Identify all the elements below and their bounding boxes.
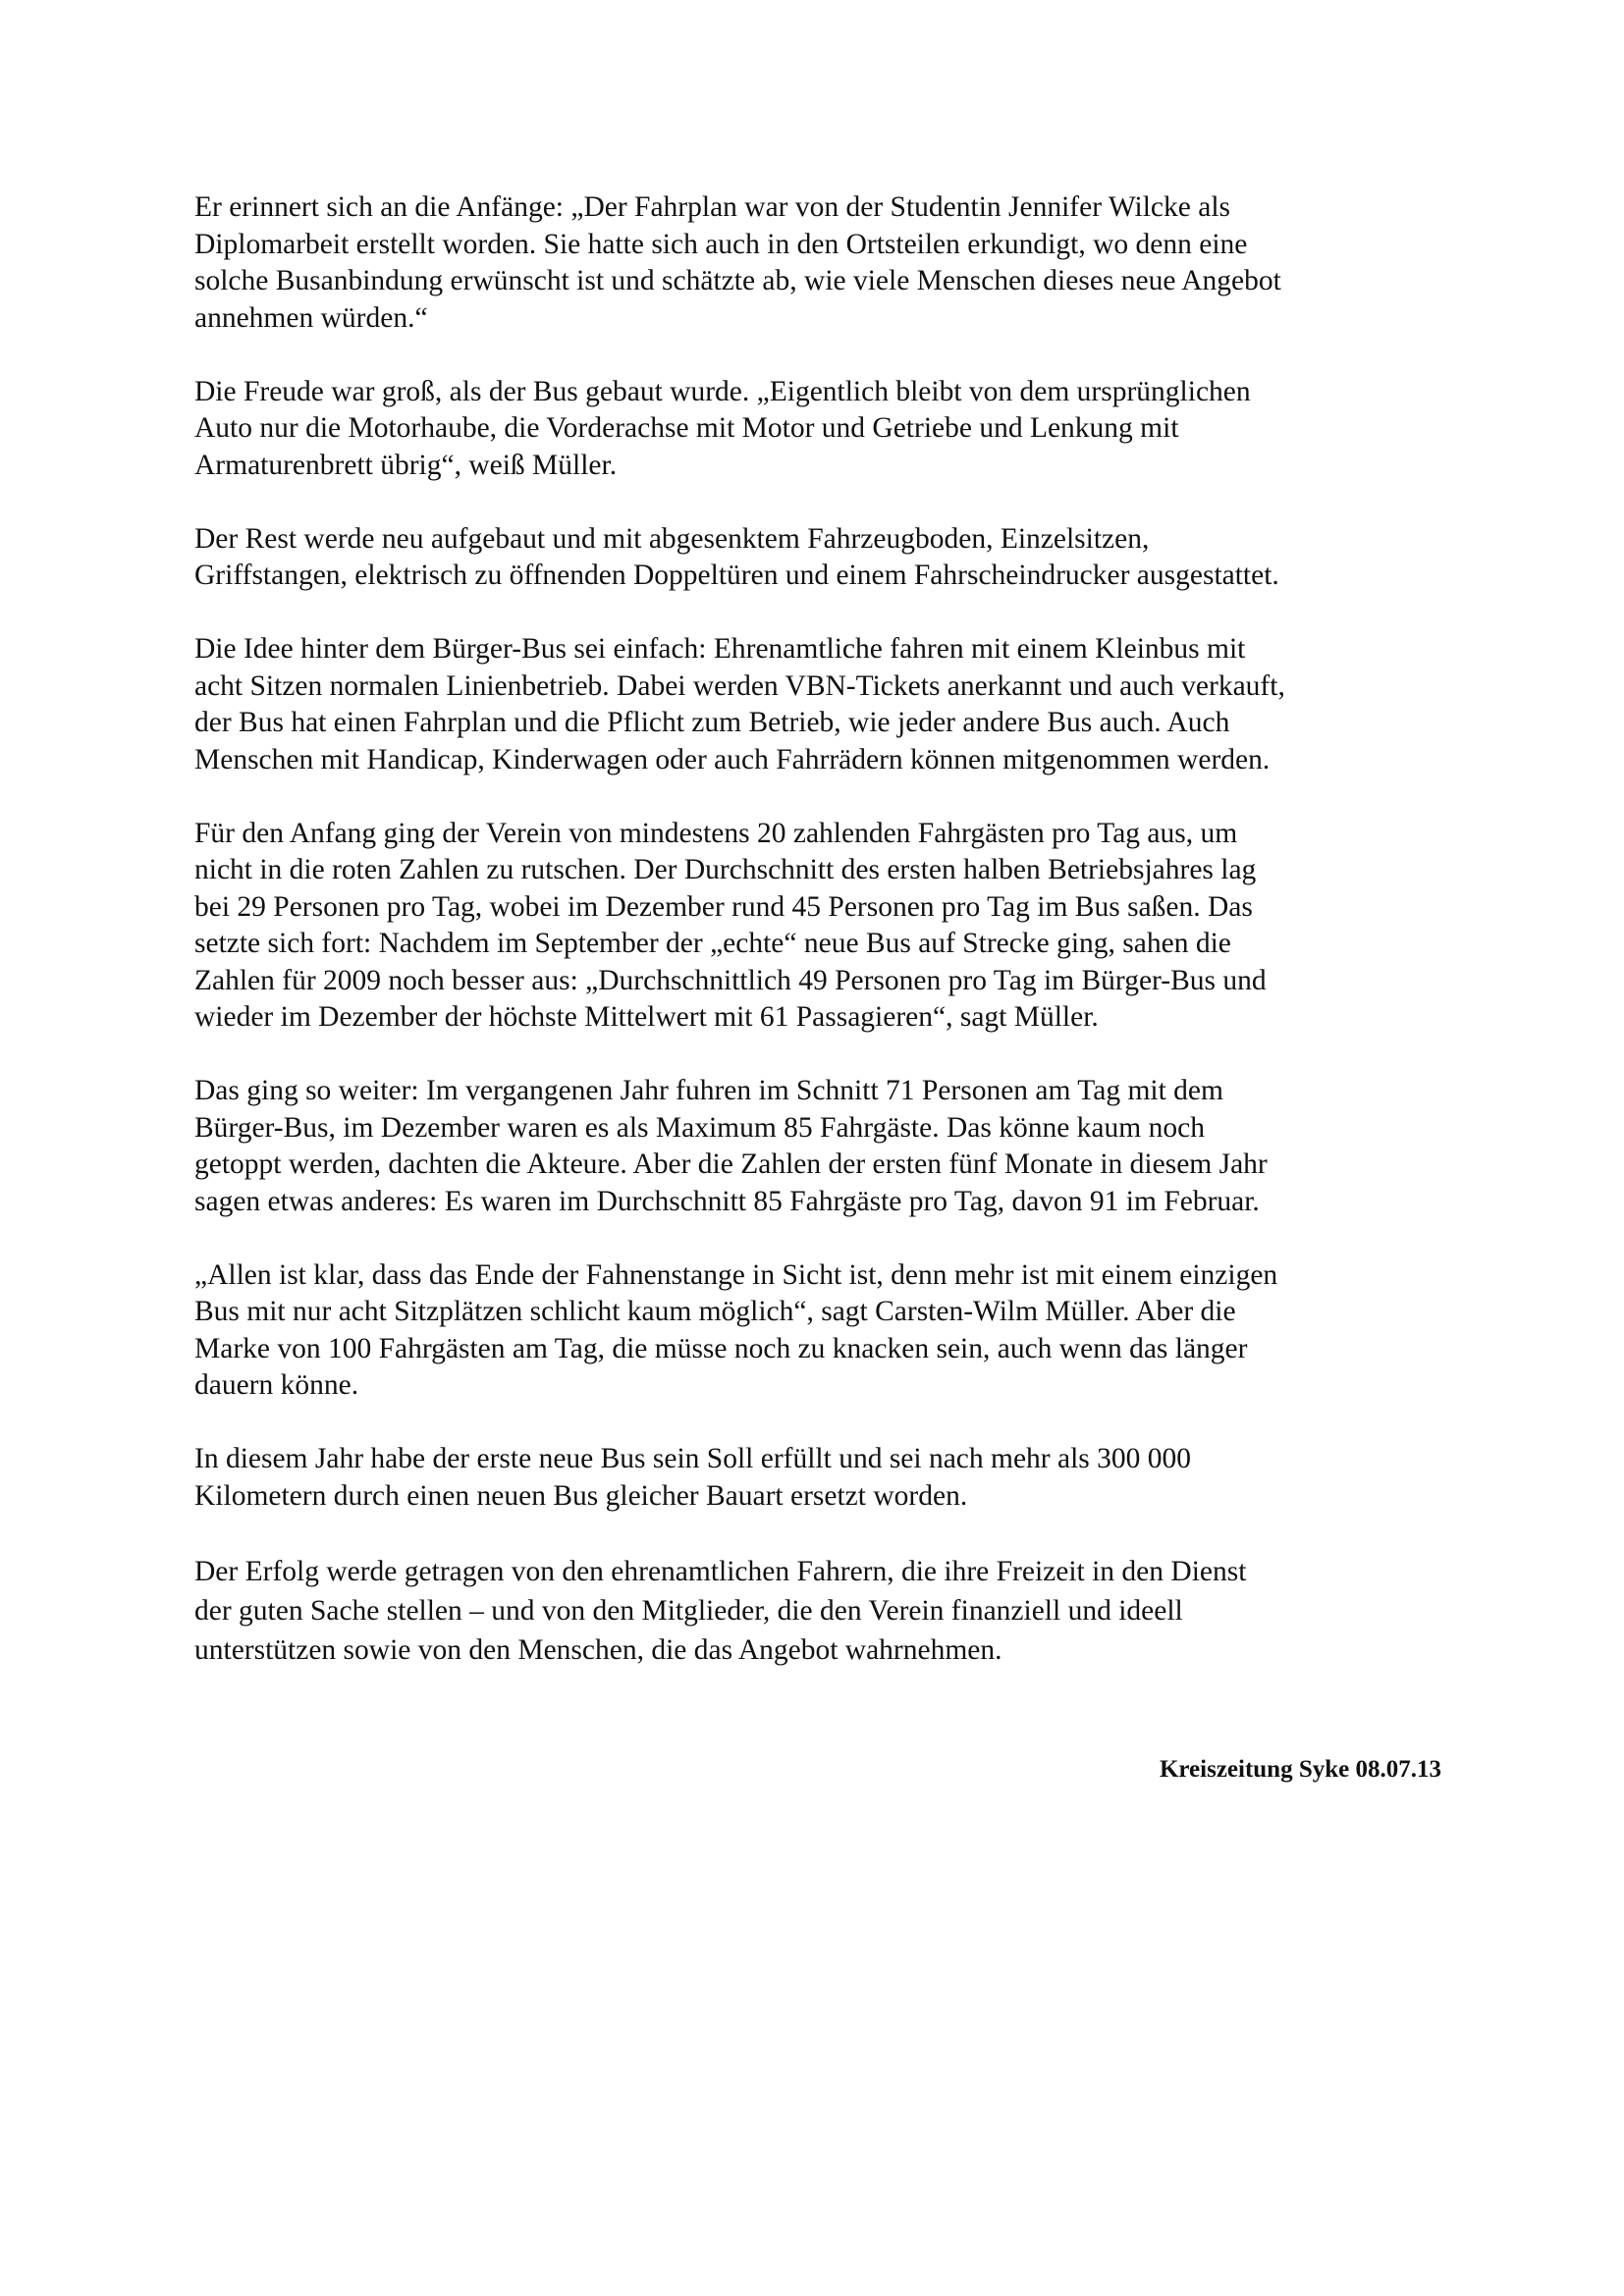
paragraph-7 — [194, 1257, 1451, 1405]
text-line: Kilometern durch einen neuen Bus gleicher Bauart ersetzt worden. — [194, 1479, 968, 1512]
article-body — [194, 189, 1451, 1706]
text-line: nicht in die roten Zahlen zu rutschen. Der Durchschnitt des ersten halben Betriebsjahres lag — [194, 854, 1257, 885]
paragraph-4 — [194, 631, 1451, 778]
text-line: Er erinnert sich an die Anfänge: „Der Fahrplan war von der Studentin Jennifer Wilcke als — [194, 191, 1230, 223]
paragraph-5 — [194, 816, 1451, 1037]
text-line: wieder im Dezember der höchste Mittelwert mit 61 Passagieren“, sagt Müller. — [194, 1001, 1099, 1033]
text-line: setzte sich fort: Nachdem im September der „echte“ neue Bus auf Strecke ging, sahen die — [194, 928, 1231, 959]
text-line: Das ging so weiter: Im vergangenen Jahr fuhren im Schnitt 71 Personen am Tag mit dem — [194, 1075, 1223, 1106]
text-line: Griffstangen, elektrisch zu öffnenden Doppeltüren und einem Fahrscheindrucker ausgestattet. — [194, 560, 1279, 591]
paragraph-9 — [194, 1552, 1451, 1670]
text-line: dauern könne. — [194, 1369, 359, 1401]
text-line: Marke von 100 Fahrgästen am Tag, die müsse noch zu knacken sein, auch wenn das länger — [194, 1332, 1248, 1364]
text-line: solche Busanbindung erwünscht ist und schätzte ab, wie viele Menschen dieses neue Angebot — [194, 265, 1281, 296]
paragraph-2 — [194, 374, 1451, 485]
text-line: getoppt werden, dachten die Akteure. Aber die Zahlen der ersten fünf Monate in diesem Jahr — [194, 1148, 1268, 1180]
text-line: der Bus hat einen Fahrplan und die Pflicht zum Betrieb, wie jeder andere Bus auch. Auch — [194, 707, 1230, 738]
text-line: der guten Sache stellen – und von den Mitglieder, die den Verein finanziell und ideell — [194, 1594, 1183, 1627]
text-line: Die Freude war groß, als der Bus gebaut wurde. „Eigentlich bleibt von dem ursprünglichen — [194, 375, 1251, 407]
text-line: Auto nur die Motorhaube, die Vorderachse mit Motor und Getriebe und Lenkung mit — [194, 412, 1179, 444]
text-line: acht Sitzen normalen Linienbetrieb. Dabei werden VBN-Tickets anerkannt und auch verkauft, — [194, 669, 1285, 702]
text-line: bei 29 Personen pro Tag, wobei im Dezember rund 45 Personen pro Tag im Bus saßen. Das — [194, 890, 1253, 923]
source-credit: Kreiszeitung Syke 08.07.13 — [1159, 1756, 1441, 1783]
paragraph-3 — [194, 521, 1451, 595]
text-line: Menschen mit Handicap, Kinderwagen oder auch Fahrrädern können mitgenommen werden. — [194, 743, 1271, 775]
text-line: In diesem Jahr habe der erste neue Bus sein Soll erfüllt und sei nach mehr als 300 000 — [194, 1443, 1192, 1474]
text-line: Zahlen für 2009 noch besser aus: „Durchschnittlich 49 Personen pro Tag im Bürger-Bus und — [194, 964, 1267, 996]
text-line: Der Erfolg werde getragen von den ehrenamtlichen Fahrern, die ihre Freizeit in den Dienst — [194, 1555, 1247, 1587]
text-line: Die Idee hinter dem Bürger-Bus sei einfach: Ehrenamtliche fahren mit einem Kleinbus mit — [194, 633, 1246, 665]
text-line: Diplomarbeit erstellt worden. Sie hatte sich auch in den Ortsteilen erkundigt, wo denn eine — [194, 228, 1248, 260]
text-line: Bürger-Bus, im Dezember waren es als Maximum 85 Fahrgäste. Das könne kaum noch — [194, 1111, 1205, 1144]
paragraph-1 — [194, 189, 1451, 337]
text-line: Der Rest werde neu aufgebaut und mit abgesenktem Fahrzeugboden, Einzelsitzen, — [194, 522, 1150, 555]
text-line: Für den Anfang ging der Verein von mindestens 20 zahlenden Fahrgästen pro Tag aus, um — [194, 817, 1238, 849]
text-line: annehmen würden.“ — [194, 301, 428, 334]
text-line: „Allen ist klar, dass das Ende der Fahnenstange in Sicht ist, denn mehr ist mit einem einzigen — [194, 1258, 1278, 1291]
paragraph-6 — [194, 1073, 1451, 1220]
text-line: sagen etwas anderes: Es waren im Durchschnitt 85 Fahrgäste pro Tag, davon 91 im Februar. — [194, 1185, 1260, 1217]
text-line: Armaturenbrett übrig“, weiß Müller. — [194, 449, 618, 481]
paragraph-8 — [194, 1441, 1451, 1515]
text-line: Bus mit nur acht Sitzplätzen schlicht kaum möglich“, sagt Carsten-Wilm Müller. Aber die — [194, 1296, 1236, 1327]
text-line: unterstützen sowie von den Menschen, die das Angebot wahrnehmen. — [194, 1633, 1002, 1666]
